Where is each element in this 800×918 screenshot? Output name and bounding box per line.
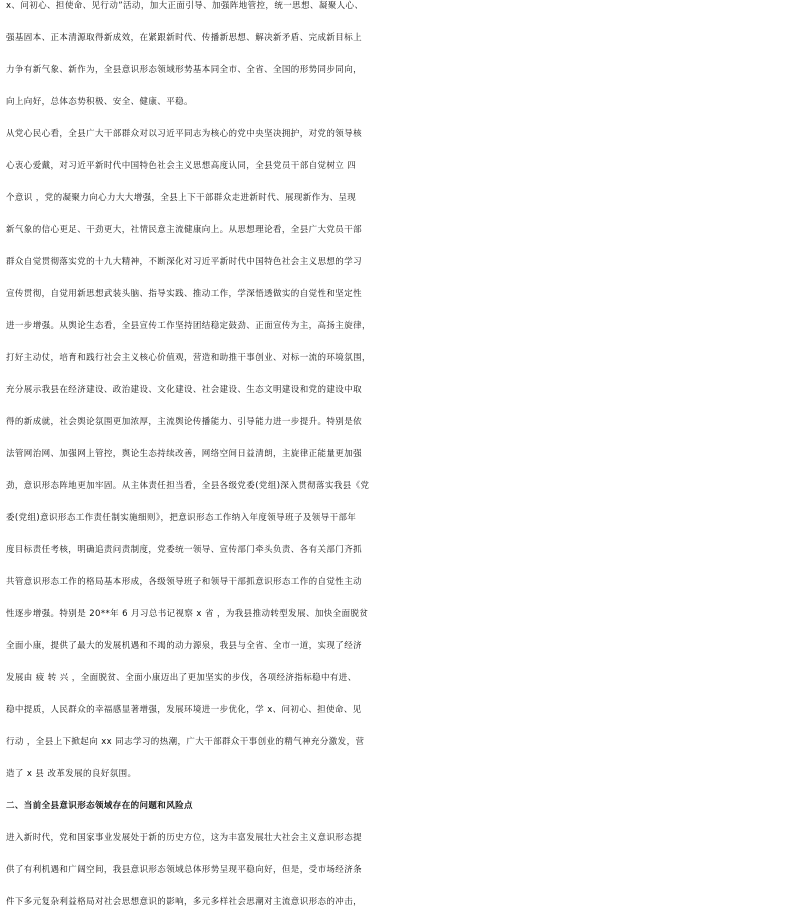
- body-text-line: 打好主动仗，培育和践行社会主义核心价值观，营造和助推干事创业、对标一流的环境氛围，: [6, 353, 371, 363]
- body-text-line: 群众自觉贯彻落实党的十九大精神，不断深化对习近平新时代中国特色社会主义思想的学习: [6, 257, 363, 267]
- body-text-line: 充分展示我县在经济建设、政治建设、文化建设、社会建设、生态文明建设和党的建设中取: [6, 385, 363, 395]
- body-text-line: 稳中提质，人民群众的幸福感显著增强，发展环境进一步优化，学 x、问初心、担使命、见: [6, 705, 362, 715]
- body-text-line: 全面小康，提供了最大的发展机遇和不竭的动力源泉，我县与全省、全市一道，实现了经济: [6, 641, 363, 651]
- body-text-line: 心衷心爱戴，对习近平新时代中国特色社会主义思想高度认同，全县党员干部自觉树立 四: [6, 161, 357, 171]
- section-heading: 二、当前全县意识形态领域存在的问题和风险点: [6, 801, 193, 811]
- body-text-line: 得的新成就，社会舆论氛围更加浓厚，主流舆论传播能力、引导能力进一步提升。特别是依: [6, 417, 363, 427]
- body-text-line: 向上向好，总体态势积极、安全、健康、平稳。: [6, 97, 193, 107]
- body-text-line: 进一步增强。从舆论生态看，全县宣传工作坚持团结稳定鼓劲、正面宣传为主，高扬主旋律，: [6, 321, 371, 331]
- body-text-line: 进入新时代，党和国家事业发展处于新的历史方位，这为丰富发展壮大社会主义意识形态提: [6, 833, 363, 843]
- body-text-line: 委(党组)意识形态工作责任制实施细则》，把意识形态工作纳入年度领导班子及领导干部年: [6, 513, 357, 523]
- body-text-line: 法管网治网、加强网上管控，舆论生态持续改善，网络空间日益清朗，主旋律正能量更加强: [6, 449, 363, 459]
- body-text-line: 新气象的信心更足、干劲更大，社情民意主流健康向上。从思想理论看，全县广大党员干部: [6, 225, 363, 235]
- body-text-line: 性逐步增强。特别是 20**年 6 月习总书记视察 x 省 ，为我县推动转型发展、加快全面脱贫: [6, 609, 369, 619]
- body-text-line: 力争有新气象、新作为，全县意识形态领域形势基本同全市、全省、全国的形势同步同向，: [6, 65, 363, 75]
- body-text-line: 发展由 疲 转 兴 ，全面脱贫、全面小康迈出了更加坚实的步伐，各项经济指标稳中有进、: [6, 673, 357, 683]
- body-text-line: 件下多元复杂利益格局对社会思想意识的影响，多元多样社会思潮对主流意识形态的冲击，: [6, 897, 363, 907]
- body-text-line: 个意识 ，党的凝聚力向心力大大增强，全县上下干部群众走进新时代、展现新作为、呈现: [6, 193, 357, 203]
- body-text-line: 强基固本、正本清源取得新成效，在紧跟新时代、传播新思想、解决新矛盾、完成新目标上: [6, 33, 363, 43]
- body-text-line: 劲，意识形态阵地更加牢固。从主体责任担当看，全县各级党委(党组)深入贯彻落实我县《党: [6, 481, 370, 491]
- body-text-line: 造了 x 县 改革发展的良好氛围。: [6, 769, 137, 779]
- body-text-line: 行动 ，全县上下掀起向 xx 同志学习的热潮，广大干部群众干事创业的精气神充分激发，营: [6, 737, 365, 747]
- body-text-line: 供了有利机遇和广阔空间，我县意识形态领域总体形势呈现平稳向好，但是，受市场经济条: [6, 865, 363, 875]
- body-text-line: 度目标责任考核，明确追责问责制度，党委统一领导、宣传部门牵头负责、各有关部门齐抓: [6, 545, 363, 555]
- body-text-line: x、问初心、担使命、见行动”活动，加大正面引导、加强阵地管控，统一思想、凝聚人心、: [6, 1, 364, 11]
- body-text-line: 从党心民心看，全县广大干部群众对以习近平同志为核心的党中央坚决拥护，对党的领导核: [6, 129, 363, 139]
- body-text-line: 共管意识形态工作的格局基本形成，各级领导班子和领导干部抓意识形态工作的自觉性主动: [6, 577, 363, 587]
- body-text-line: 宣传贯彻，自觉用新思想武装头脑、指导实践、推动工作，学深悟透做实的自觉性和坚定性: [6, 289, 363, 299]
